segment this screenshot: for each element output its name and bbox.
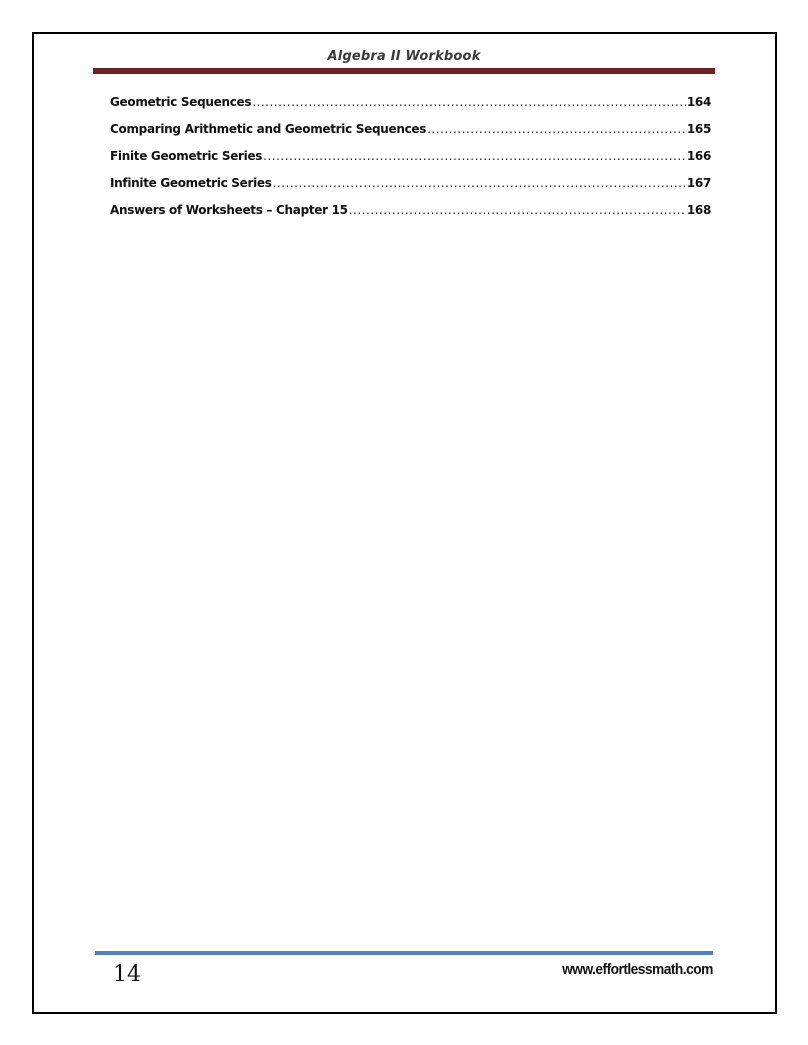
toc-entry-title: Finite Geometric Series [110, 149, 263, 163]
header-rule [93, 68, 715, 74]
website-link[interactable]: www.effortlessmath.com [562, 961, 713, 978]
toc-entry[interactable] [110, 149, 711, 176]
toc-entry-title: Infinite Geometric Series [110, 176, 272, 190]
toc-entry-title: Answers of Worksheets – Chapter 15 [110, 203, 348, 217]
footer-rule [95, 951, 713, 955]
toc-entry[interactable] [110, 176, 711, 203]
dot-leader [427, 122, 686, 136]
toc-entry-page: 167 [686, 176, 711, 190]
dot-leader [252, 95, 686, 109]
toc-entry-title: Comparing Arithmetic and Geometric Sequences [110, 122, 427, 136]
toc-entry[interactable] [110, 122, 711, 149]
toc-entry[interactable] [110, 95, 711, 122]
dot-leader [349, 203, 686, 217]
toc-entry-page: 166 [686, 149, 711, 163]
toc-entry-title: Geometric Sequences [110, 95, 252, 109]
toc-entry-page: 164 [686, 95, 711, 109]
toc-entry[interactable] [110, 203, 711, 230]
toc-entry-page: 168 [686, 203, 711, 217]
toc-entry-page: 165 [686, 122, 711, 136]
dot-leader [273, 176, 686, 190]
running-head-title: Algebra II Workbook [327, 49, 481, 64]
table-of-contents [110, 95, 711, 230]
page-number: 14 [113, 962, 141, 987]
dot-leader [263, 149, 686, 163]
